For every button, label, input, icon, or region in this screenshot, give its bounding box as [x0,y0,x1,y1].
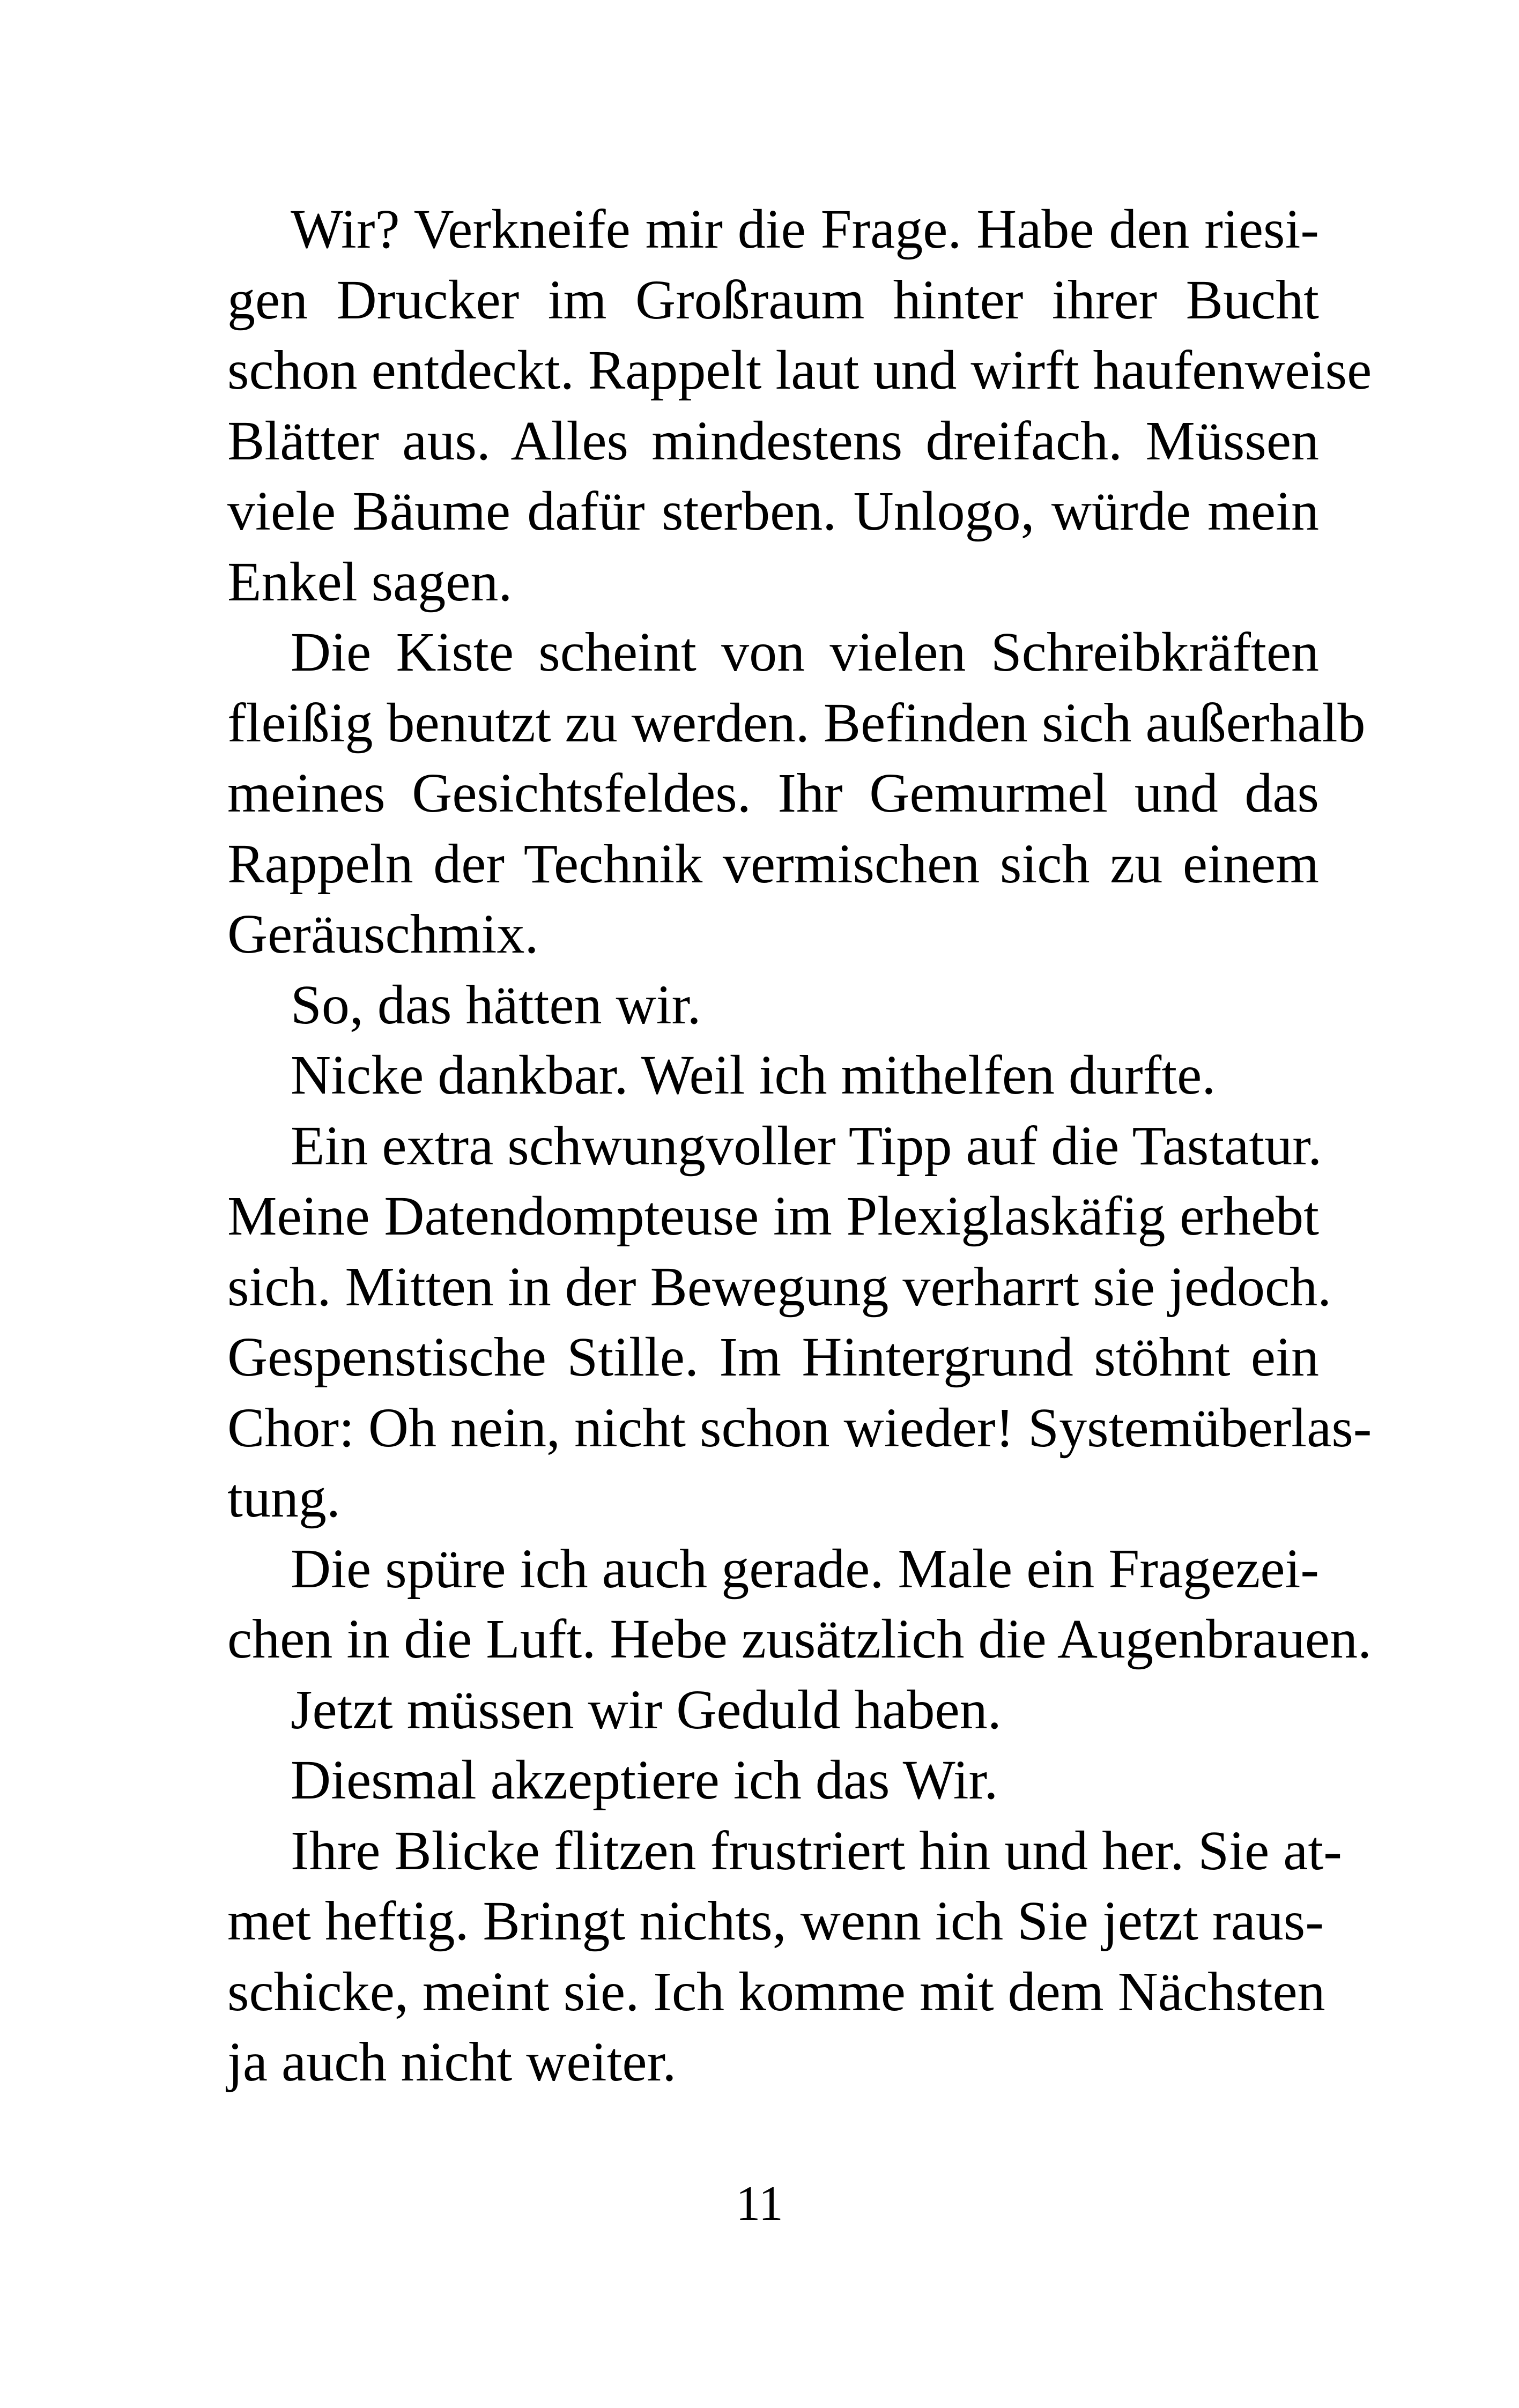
paragraph [227,1111,1372,1534]
paragraph [227,1675,1319,1745]
paragraph [227,1534,1372,1675]
text-line: meines Gesichtsfeldes. Ihr Gemurmel und das [227,762,1319,824]
text-line: schon entdeckt. Rappelt laut und wirft haufenweise [227,339,1372,401]
text-line: Geräuschmix. [227,903,539,965]
text-line: Wir? Verkneife mir die Frage. Habe den riesi- [291,198,1319,260]
paragraph [227,1745,1319,1816]
paragraph [227,970,1319,1041]
text-line: Nicke dankbar. Weil ich mithelfen durfte. [291,1044,1216,1106]
text-line: ja auch nicht weiter. [227,2031,677,2093]
text-line: tung. [227,1467,340,1529]
text-line: Chor: Oh nein, nicht schon wieder! Systemüberlas- [227,1396,1372,1459]
paragraph [227,1816,1342,2098]
text-line: Enkel sagen. [227,551,513,613]
text-line: chen in die Luft. Hebe zusätzlich die Augenbrauen. [227,1608,1372,1670]
text-line: Ihre Blicke flitzen frustriert hin und her. Sie at- [291,1819,1342,1882]
text-line: Ein extra schwungvoller Tipp auf die Tastatur. [291,1114,1322,1177]
text-line: Blätter aus. Alles mindestens dreifach. Müssen [227,410,1319,472]
text-line: sich. Mitten in der Bewegung verharrt sie jedoch. [227,1255,1332,1318]
text-line: Rappeln der Technik vermischen sich zu einem [227,833,1319,895]
text-line: Die Kiste scheint von vielen Schreibkräften [291,621,1319,683]
body-text [227,194,1372,2098]
text-line: gen Drucker im Großraum hinter ihrer Bucht [227,269,1319,331]
text-line: met heftig. Bringt nichts, wenn ich Sie jetzt raus- [227,1890,1324,1952]
text-line: fleißig benutzt zu werden. Befinden sich außerhalb [227,692,1366,754]
text-line: Meine Datendompteuse im Plexiglaskäfig erhebt [227,1185,1319,1247]
text-line: Jetzt müssen wir Geduld haben. [291,1678,1002,1741]
text-line: Gespenstische Stille. Im Hintergrund stöhnt ein [227,1326,1319,1388]
text-line: schicke, meint sie. Ich komme mit dem Nächsten [227,1960,1325,2023]
paragraph [227,194,1372,617]
text-line: So, das hätten wir. [291,973,701,1036]
text-line: Diesmal akzeptiere ich das Wir. [291,1749,998,1811]
text-line: Die spüre ich auch gerade. Male ein Fragezei- [291,1537,1319,1600]
page-number: 11 [736,2176,783,2231]
paragraph [227,617,1366,970]
paragraph [227,1040,1319,1111]
text-line: viele Bäume dafür sterben. Unlogo, würde mein [227,480,1319,542]
